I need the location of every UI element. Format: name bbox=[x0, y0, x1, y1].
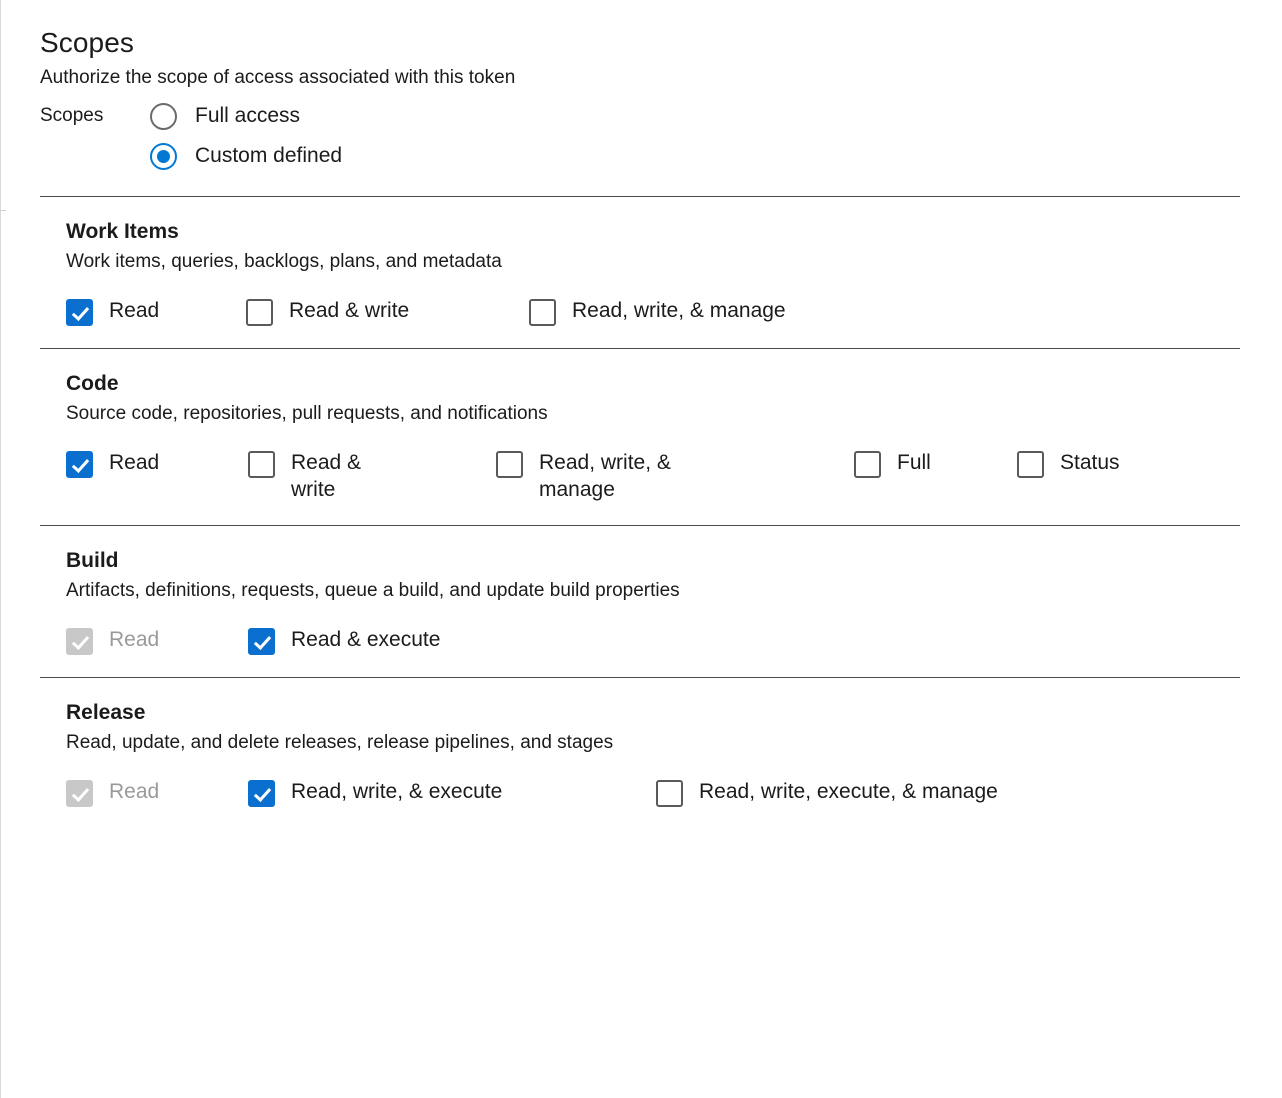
checkbox-item-code-read-write-manage[interactable] bbox=[496, 449, 854, 503]
checkbox-item-code-full[interactable] bbox=[854, 449, 1017, 478]
checkbox-label: Read & write bbox=[291, 451, 362, 501]
checkbox-label: Read, write, & manage bbox=[539, 451, 671, 501]
scope-group-work-items bbox=[0, 197, 1282, 326]
scope-group-options bbox=[66, 297, 1282, 326]
checkbox-label: Read bbox=[109, 780, 160, 803]
scope-group-title: Work Items bbox=[66, 220, 179, 243]
checkbox-label: Read & execute bbox=[291, 628, 441, 651]
checkbox-label: Read, write, & manage bbox=[572, 299, 786, 322]
left-edge-tick bbox=[0, 210, 6, 211]
page-description: Authorize the scope of access associated with this token bbox=[40, 67, 516, 88]
scopes-option-full-access-row[interactable] bbox=[40, 96, 1282, 136]
scope-group-options bbox=[66, 449, 1282, 503]
scopes-radio-group bbox=[40, 96, 1282, 176]
radio-custom-defined-label: Custom defined bbox=[195, 144, 343, 167]
checkbox-icon[interactable] bbox=[66, 451, 93, 478]
checkbox-icon[interactable] bbox=[656, 780, 683, 807]
checkbox-item-work-items-read-write[interactable] bbox=[246, 297, 529, 326]
checkbox-item-code-read-write[interactable] bbox=[248, 449, 496, 503]
checkbox-label: Read & write bbox=[289, 299, 410, 322]
radio-full-access-label: Full access bbox=[195, 104, 301, 127]
scope-group-description: Artifacts, definitions, requests, queue a build, and update build properties bbox=[66, 580, 680, 601]
checkbox-item-build-read bbox=[66, 626, 248, 655]
checkbox-item-release-read bbox=[66, 778, 248, 807]
checkbox-icon[interactable] bbox=[496, 451, 523, 478]
checkbox-icon[interactable] bbox=[248, 628, 275, 655]
checkbox-icon bbox=[66, 628, 93, 655]
scope-group-options bbox=[66, 778, 1282, 807]
checkbox-item-code-read[interactable] bbox=[66, 449, 248, 478]
checkbox-item-build-read-execute[interactable] bbox=[248, 626, 440, 655]
scope-group-release bbox=[0, 678, 1282, 807]
checkbox-icon[interactable] bbox=[66, 299, 93, 326]
scope-group-build bbox=[0, 526, 1282, 655]
checkbox-label: Read bbox=[109, 299, 160, 322]
checkbox-item-release-read-write-execute[interactable] bbox=[248, 778, 656, 807]
checkbox-label: Read, write, execute, & manage bbox=[699, 780, 998, 803]
scope-group-title: Build bbox=[66, 549, 119, 572]
scope-group-title: Release bbox=[66, 701, 146, 724]
checkbox-item-work-items-read[interactable] bbox=[66, 297, 246, 326]
scope-group-title: Code bbox=[66, 372, 119, 395]
checkbox-label: Read bbox=[109, 628, 160, 651]
scope-group-options bbox=[66, 626, 1282, 655]
scopes-field-label: Scopes bbox=[40, 105, 104, 126]
checkbox-icon bbox=[66, 780, 93, 807]
checkbox-icon[interactable] bbox=[246, 299, 273, 326]
scope-group-code bbox=[0, 349, 1282, 503]
checkbox-icon[interactable] bbox=[854, 451, 881, 478]
checkbox-label: Read, write, & execute bbox=[291, 780, 503, 803]
checkbox-icon[interactable] bbox=[1017, 451, 1044, 478]
radio-custom-defined[interactable] bbox=[150, 143, 177, 170]
checkbox-label: Status bbox=[1060, 451, 1120, 474]
checkbox-icon[interactable] bbox=[248, 780, 275, 807]
checkbox-item-work-items-read-write-manage[interactable] bbox=[529, 297, 786, 326]
scope-group-description: Source code, repositories, pull requests, and notifications bbox=[66, 403, 548, 424]
radio-full-access[interactable] bbox=[150, 103, 177, 130]
checkbox-label: Read bbox=[109, 451, 160, 474]
scopes-option-custom-defined-row[interactable] bbox=[40, 136, 1282, 176]
page-title: Scopes bbox=[40, 27, 134, 58]
checkbox-item-release-read-write-execute-manage[interactable] bbox=[656, 778, 998, 807]
left-edge-rule bbox=[0, 0, 1, 1098]
checkbox-item-code-status[interactable] bbox=[1017, 449, 1120, 478]
scope-group-description: Work items, queries, backlogs, plans, and metadata bbox=[66, 251, 502, 272]
scopes-content bbox=[0, 0, 1282, 176]
checkbox-icon[interactable] bbox=[248, 451, 275, 478]
checkbox-icon[interactable] bbox=[529, 299, 556, 326]
checkbox-label: Full bbox=[897, 451, 931, 474]
scope-group-description: Read, update, and delete releases, release pipelines, and stages bbox=[66, 732, 614, 753]
